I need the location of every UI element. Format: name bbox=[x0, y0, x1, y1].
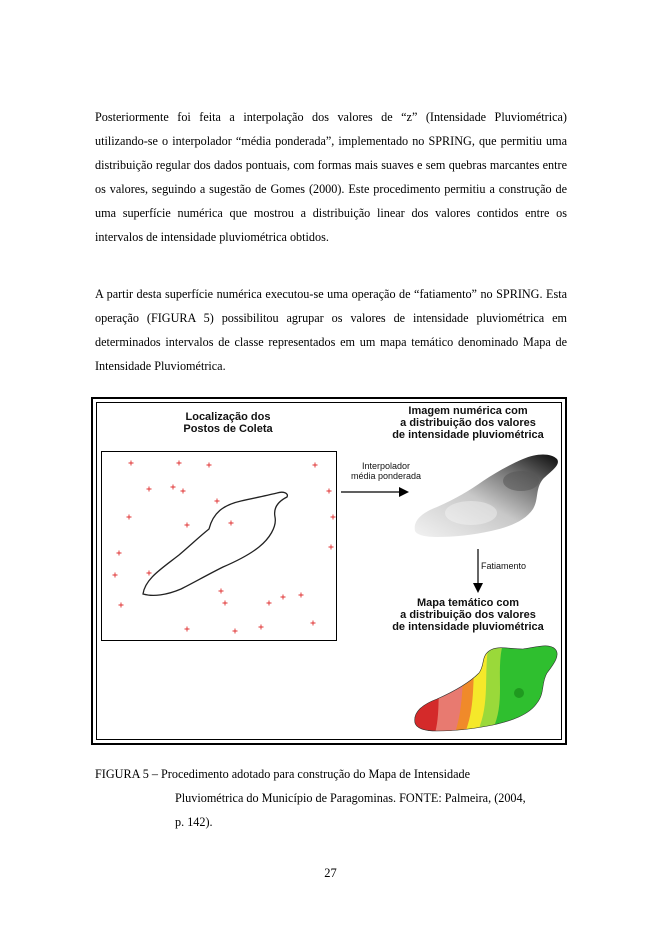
numeric-image bbox=[411, 451, 561, 541]
paragraph-interpolation: Posteriormente foi feita a interpolação dos valores de “z” (Intensidade Pluviométrica) utilizando-se o interpolador “média ponderada”, implementado no SPRING, que permitiu uma distribuição regular dos dados pontuais, com formas mais suaves e sem quebras marcantes entre os valores, seguindo a sugestão de Gomes (2000). Este procedimento permitiu a construção de uma superfície numérica que mostrou a distribuição linear dos valores contidos entre os intervalos de intensidade pluviométrica obtidos. bbox=[95, 110, 567, 244]
figure-5 bbox=[91, 397, 567, 745]
slicing-label: Fatiamento bbox=[481, 561, 527, 571]
thematic-map bbox=[411, 643, 561, 733]
interpolator-arrow bbox=[341, 485, 411, 499]
figure-caption bbox=[95, 762, 575, 834]
page-number: 27 bbox=[324, 866, 337, 880]
interpolator-label: Interpolador média ponderada bbox=[350, 461, 422, 481]
caption-line-3: p. 142). bbox=[175, 815, 213, 829]
numeric-image-title: Imagem numérica com a distribuição dos valores de intensidade pluviométrica bbox=[392, 405, 544, 441]
thematic-map-title: Mapa temático com a distribuição dos valores de intensidade pluviométrica bbox=[392, 597, 544, 633]
stations-title: Localização dos Postos de Coleta bbox=[183, 411, 273, 435]
slicing-arrow bbox=[471, 549, 485, 595]
paragraph-slicing: A partir desta superfície numérica executou-se uma operação de “fatiamento” no SPRING. Esta operação (FIGURA 5) possibilitou agrupar os valores de intensidade pluviométrica em determinados intervalos de classe representados em um mapa temático denominado Mapa de Intensidade Pluviométrica. bbox=[95, 287, 567, 373]
caption-line-2: Pluviométrica do Município de Paragominas. FONTE: Palmeira, (2004, bbox=[175, 791, 526, 805]
stations-map bbox=[101, 451, 337, 641]
caption-line-1: FIGURA 5 – Procedimento adotado para construção do Mapa de Intensidade bbox=[95, 767, 471, 781]
